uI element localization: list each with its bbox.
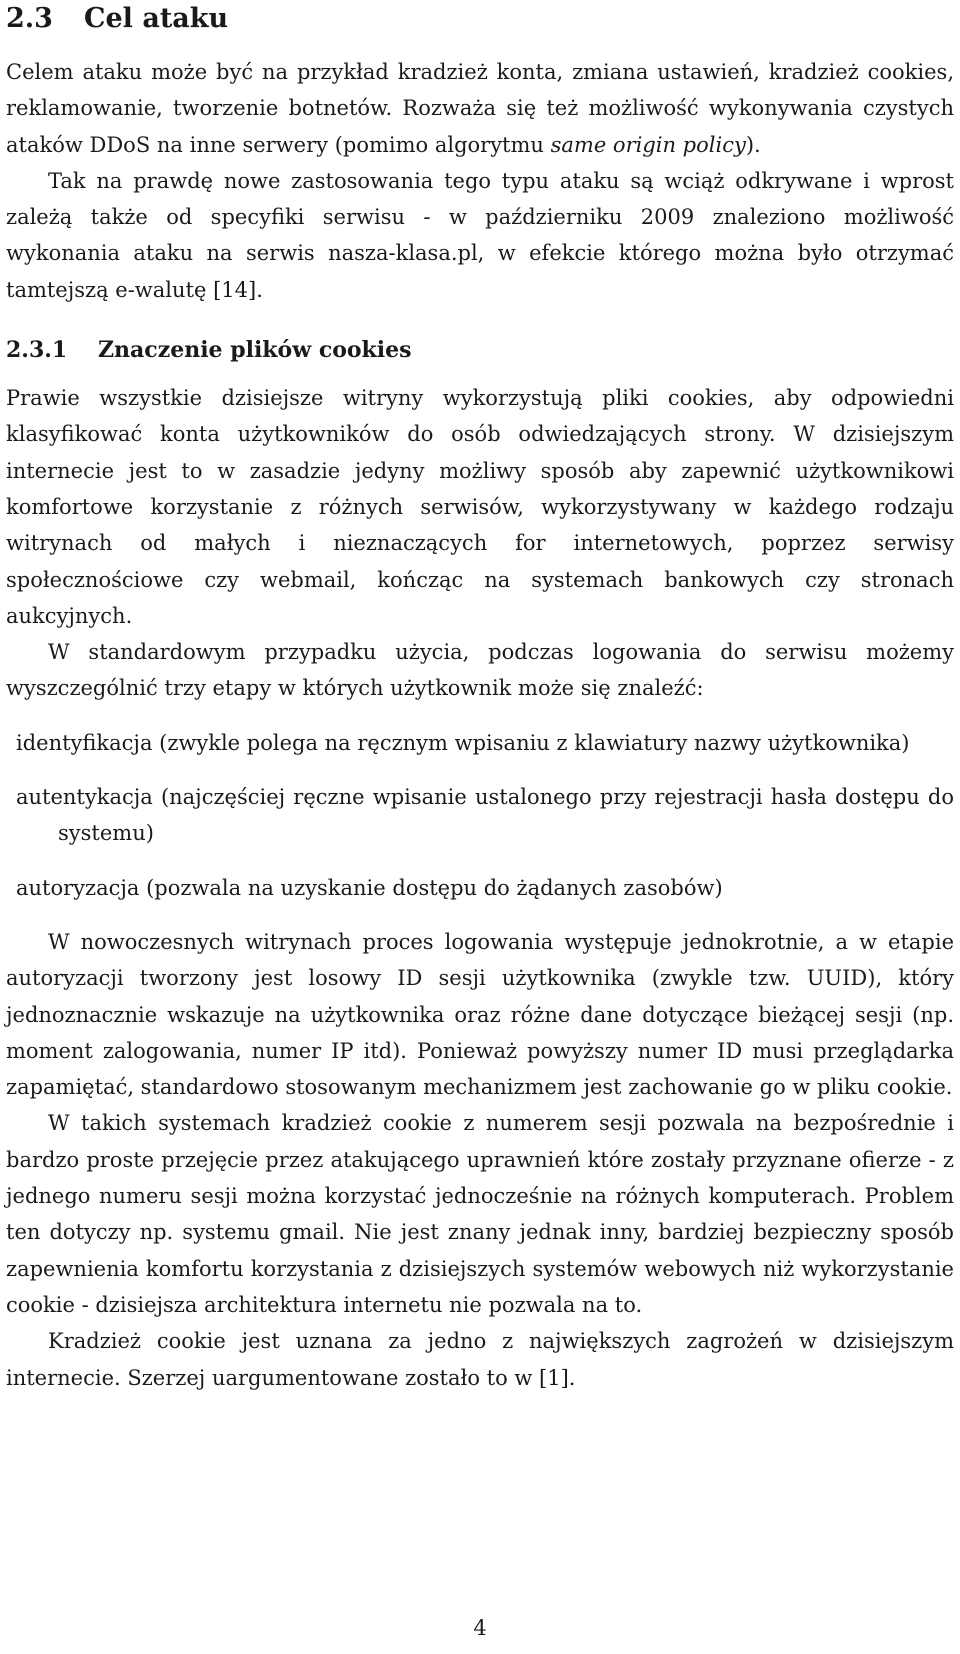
subsection-number: 2.3.1: [6, 337, 68, 364]
paragraph-cookies-1: Prawie wszystkie dzisiejsze witryny wykorzystują pliki cookies, aby odpowiedni klasyfikować konta użytkowników do osób odwiedzających strony. W dzisiejszym internecie jest to w zasadzie jedyny możliwy sposób aby zapewnić użytkownikowi komfortowe korzystanie z różnych serwisów, wykorzystywany w każdego rodzaju witrynach od małych i nieznaczących for internetowych, poprzez serwisy społecznościowe czy webmail, kończąc na systemach bankowych czy stronach aukcyjnych.: [6, 386, 954, 628]
page-number: 4: [473, 1616, 487, 1640]
list-item: identyfikacja (zwykle polega na ręcznym wpisaniu z klawiatury nazwy użytkownika): [16, 730, 910, 755]
paragraph-cookies-3: W nowoczesnych witrynach proces logowania występuje jednokrotnie, a w etapie autoryzacji tworzony jest losowy ID sesji użytkownika (zwykle tzw. UUID), który jednoznacznie wskazuje na użytkownika oraz różne dane dotyczące bieżącej sesji (np. moment zalogowania, numer IP itd). Ponieważ powyższy numer ID musi przeglądarka zapamiętać, standardowo stosowanym mechanizmem jest zachowanie go w pliku cookie.: [6, 929, 954, 1100]
subsection-heading: [6, 332, 954, 368]
list-item: autoryzacja (pozwala na uzyskanie dostępu do żądanych zasobów): [16, 875, 723, 900]
paragraph-intro-1: [6, 54, 954, 163]
subsection-title: Znaczenie plików cookies: [98, 337, 412, 364]
paragraph-cookies-2: W standardowym przypadku użycia, podczas logowania do serwisu możemy wyszczególnić trzy etapy w których użytkownik może się znaleźć:: [6, 640, 954, 701]
paragraph-cookies-4: W takich systemach kradzież cookie z numerem sesji pozwala na bezpośrednie i bardzo proste przejęcie przez atakującego uprawnień które zostały przyznane ofierze - z jednego numeru sesji można korzystać jednocześnie na różnych komputerach. Problem ten dotyczy np. systemu gmail. Nie jest znany jednak inny, bardziej bezpieczny sposób zapewnienia komfortu korzystania z dzisiejszych systemów webowych niż wykorzystanie cookie - dzisiejsza architektura internetu nie pozwala na to.: [6, 1111, 954, 1317]
section-number: 2.3: [6, 3, 53, 34]
section-title: Cel ataku: [84, 3, 229, 34]
paragraph-intro-1-text: Celem ataku może być na przykład kradzież konta, zmiana ustawień, kradzież cookies, reklamowanie, tworzenie botnetów. Rozważa się też możliwość wykonywania czystych ataków DDoS na inne serwery (pomimo algorytmu: [6, 60, 954, 157]
paragraph-cookies-5: Kradzież cookie jest uznana za jedno z największych zagrożeń w dzisiejszym internecie. Szerzej uargumentowane zostało to w [1].: [6, 1329, 954, 1390]
login-steps-list: [6, 725, 954, 906]
paragraph-intro-1-end: ).: [745, 132, 761, 157]
list-item: autentykacja (najczęściej ręczne wpisanie ustalonego przy rejestracji hasła dostępu do systemu): [16, 785, 954, 846]
paragraph-intro-2: Tak na prawdę nowe zastosowania tego typu ataku są wciąż odkrywane i wprost zależą także od specyfiki serwisu - w październiku 2009 znaleziono możliwość wykonania ataku na serwis nasza-klasa.pl, w efekcie którego można było otrzymać tamtejszą e-walutę [14].: [6, 168, 954, 302]
section-heading: [6, 0, 954, 50]
page-content: [6, 0, 954, 1396]
paragraph-intro-1-italic: same origin policy: [550, 132, 746, 157]
